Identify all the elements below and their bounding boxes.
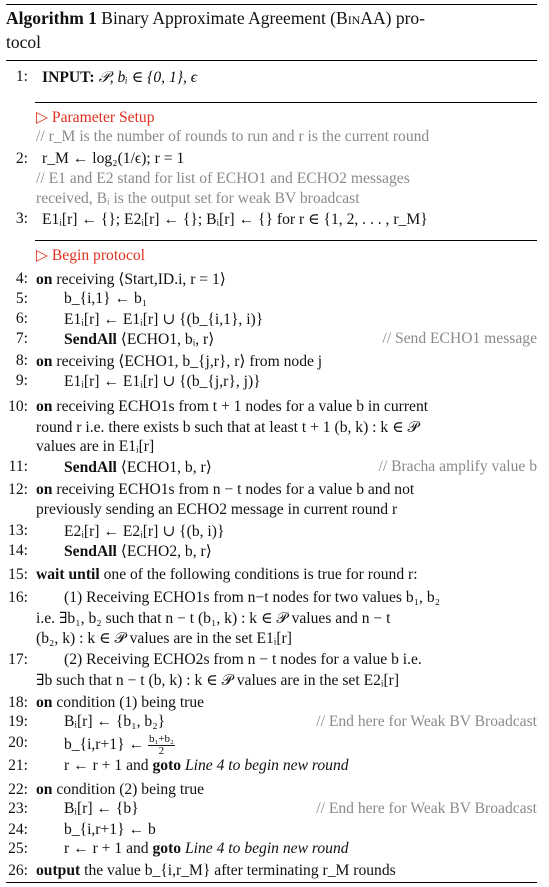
code-line: SendAll ⟨ECHO1, b, r⟩	[64, 459, 212, 476]
keyword: SendAll	[64, 331, 117, 348]
section-rule	[35, 102, 537, 103]
code-line: r ← r + 1 and goto Line 4 to begin new round	[64, 840, 349, 857]
line-number: 7:	[15, 330, 28, 347]
keyword: SendAll	[64, 459, 117, 476]
title-text: Binary Approximate Agreement (	[101, 8, 337, 28]
line-number: 10:	[8, 398, 28, 415]
title-rule	[6, 60, 537, 61]
keyword: on	[36, 353, 53, 370]
code-line: on receiving ⟨Start,ID.i, r = 1⟩	[36, 271, 226, 288]
algorithm-title	[6, 8, 425, 29]
code-line: Bᵢ[r] ← {b}	[64, 800, 139, 817]
comment: // Bracha amplify value b	[378, 458, 537, 475]
code-line: E1ᵢ[r] ← {}; E2ᵢ[r] ← {}; Bᵢ[r] ← {} for r ∈ {1, 2, . . . , r_M}	[42, 211, 428, 228]
comment: received, Bᵢ is the output set for weak BV broadcast	[36, 190, 360, 207]
line-number: 19:	[8, 713, 28, 730]
input-line	[42, 68, 197, 87]
title-text-end: ) pro-	[385, 8, 425, 28]
code-line: E1ᵢ[r] ← E1ᵢ[r] ∪ {(b_{j,r}, j)}	[64, 373, 261, 390]
comment: // End here for Weak BV Broadcast	[316, 800, 537, 817]
line-number: 26:	[8, 862, 28, 879]
code-line-continued: round r i.e. there exists b such that at least t + 1 (b, k) : k ∈ 𝒫	[36, 419, 419, 436]
keyword: on	[36, 271, 53, 288]
line-number: 13:	[8, 522, 28, 539]
code-line: b_{i,1} ← b₁	[64, 290, 148, 307]
code-line: r ← r + 1 and goto Line 4 to begin new round	[64, 757, 349, 774]
line-number: 5:	[15, 290, 28, 307]
line-number: 17:	[8, 651, 28, 668]
bottom-rule	[6, 882, 537, 883]
line-number: 14:	[8, 542, 28, 559]
parameter-setup-header: ▷ Parameter Setup	[36, 109, 155, 126]
line-number: 18:	[8, 694, 28, 711]
keyword: on	[36, 694, 53, 711]
code-line: on receiving ECHO1s from n − t nodes for a value b and not	[36, 481, 415, 498]
keyword: INPUT:	[42, 69, 95, 86]
line-number: 24:	[8, 821, 28, 838]
keyword: goto	[152, 757, 182, 774]
keyword: goto	[152, 840, 182, 857]
code-line: wait until one of the following conditions is true for round r:	[36, 566, 418, 583]
line-number: 1:	[15, 68, 28, 85]
code-line: on receiving ECHO1s from t + 1 nodes for a value b in current	[36, 398, 429, 415]
code-line: SendAll ⟨ECHO1, bᵢ, r⟩	[64, 331, 215, 348]
line-number: 11:	[8, 458, 28, 475]
line-number: 23:	[8, 800, 28, 817]
code-line: b_{i,r+1} ← b	[64, 821, 156, 838]
keyword: on	[36, 781, 53, 798]
keyword: SendAll	[64, 543, 117, 560]
keyword: on	[36, 481, 53, 498]
line-number: 8:	[15, 352, 28, 369]
code-line-continued: (b₂, k) : k ∈ 𝒫 values are in the set E1ᵢ[r]	[36, 630, 292, 647]
code-line: on condition (2) being true	[36, 781, 205, 798]
code-line: (2) Receiving ECHO2s from n − t nodes for a value b i.e.	[64, 651, 422, 668]
code-line-continued: previously sending an ECHO2 message in current round r	[36, 501, 398, 518]
section-rule	[35, 240, 537, 241]
line-number: 16:	[8, 589, 28, 606]
title-acronym: BinAA	[336, 8, 386, 28]
line-number: 2:	[15, 150, 28, 167]
line-number: 4:	[15, 270, 28, 287]
code-line: on receiving ⟨ECHO1, b_{j,r}, r⟩ from node j	[36, 353, 323, 370]
line-number: 21:	[8, 757, 28, 774]
keyword: wait until	[36, 566, 100, 583]
code-line-continued: ∃b such that n − t (b, k) : k ∈ 𝒫 values are in the set E2ᵢ[r]	[36, 672, 400, 689]
line-number: 22:	[8, 781, 28, 798]
code-line-continued: values are in E1ᵢ[r]	[36, 438, 155, 455]
code-line: on condition (1) being true	[36, 694, 205, 711]
comment: // Send ECHO1 message	[382, 330, 537, 347]
comment: // E1 and E2 stand for list of ECHO1 and ECHO2 messages	[36, 170, 410, 187]
begin-protocol-header: ▷ Begin protocol	[36, 247, 146, 264]
code-line: Bᵢ[r] ← {b₁, b₂}	[64, 713, 166, 730]
comment: // End here for Weak BV Broadcast	[316, 713, 537, 730]
line-number: 9:	[15, 372, 28, 389]
code-line: output the value b_{i,r_M} after terminating r_M rounds	[36, 862, 396, 879]
code-line: b_{i,r+1} ← $\frac{\text{b₁+b₂}}{2}$	[64, 733, 174, 757]
code-line-continued: i.e. ∃b₁, b₂ such that n − t (b₁, k) : k ∈ 𝒫 values and n − t	[36, 610, 391, 627]
line-number: 20:	[8, 734, 28, 751]
comment: // r_M is the number of rounds to run and r is the current round	[36, 128, 430, 145]
algorithm-title-continued: tocol	[6, 32, 41, 52]
line-number: 25:	[8, 840, 28, 857]
algorithm-label: Algorithm 1	[6, 8, 97, 28]
code-line: (1) Receiving ECHO1s from n−t nodes for two values b₁, b₂	[64, 589, 441, 606]
keyword: on	[36, 398, 53, 415]
input-params: 𝒫, bᵢ ∈ {0, 1}, ϵ	[98, 69, 198, 86]
line-number: 6:	[15, 310, 28, 327]
code-line: E1ᵢ[r] ← E1ᵢ[r] ∪ {(b_{i,1}, i)}	[64, 311, 264, 328]
line-number: 15:	[8, 566, 28, 583]
fraction: $\frac{\text{b₁+b₂}}{2}$	[148, 733, 174, 757]
line-number: 12:	[8, 481, 28, 498]
code-line: SendAll ⟨ECHO2, b, r⟩	[64, 543, 212, 560]
keyword: output	[36, 862, 81, 879]
code-line: r_M ← log₂(1/ϵ); r = 1	[42, 150, 185, 167]
line-number: 3:	[15, 210, 28, 227]
top-rule	[6, 4, 537, 5]
code-line: E2ᵢ[r] ← E2ᵢ[r] ∪ {(b, i)}	[64, 523, 225, 540]
